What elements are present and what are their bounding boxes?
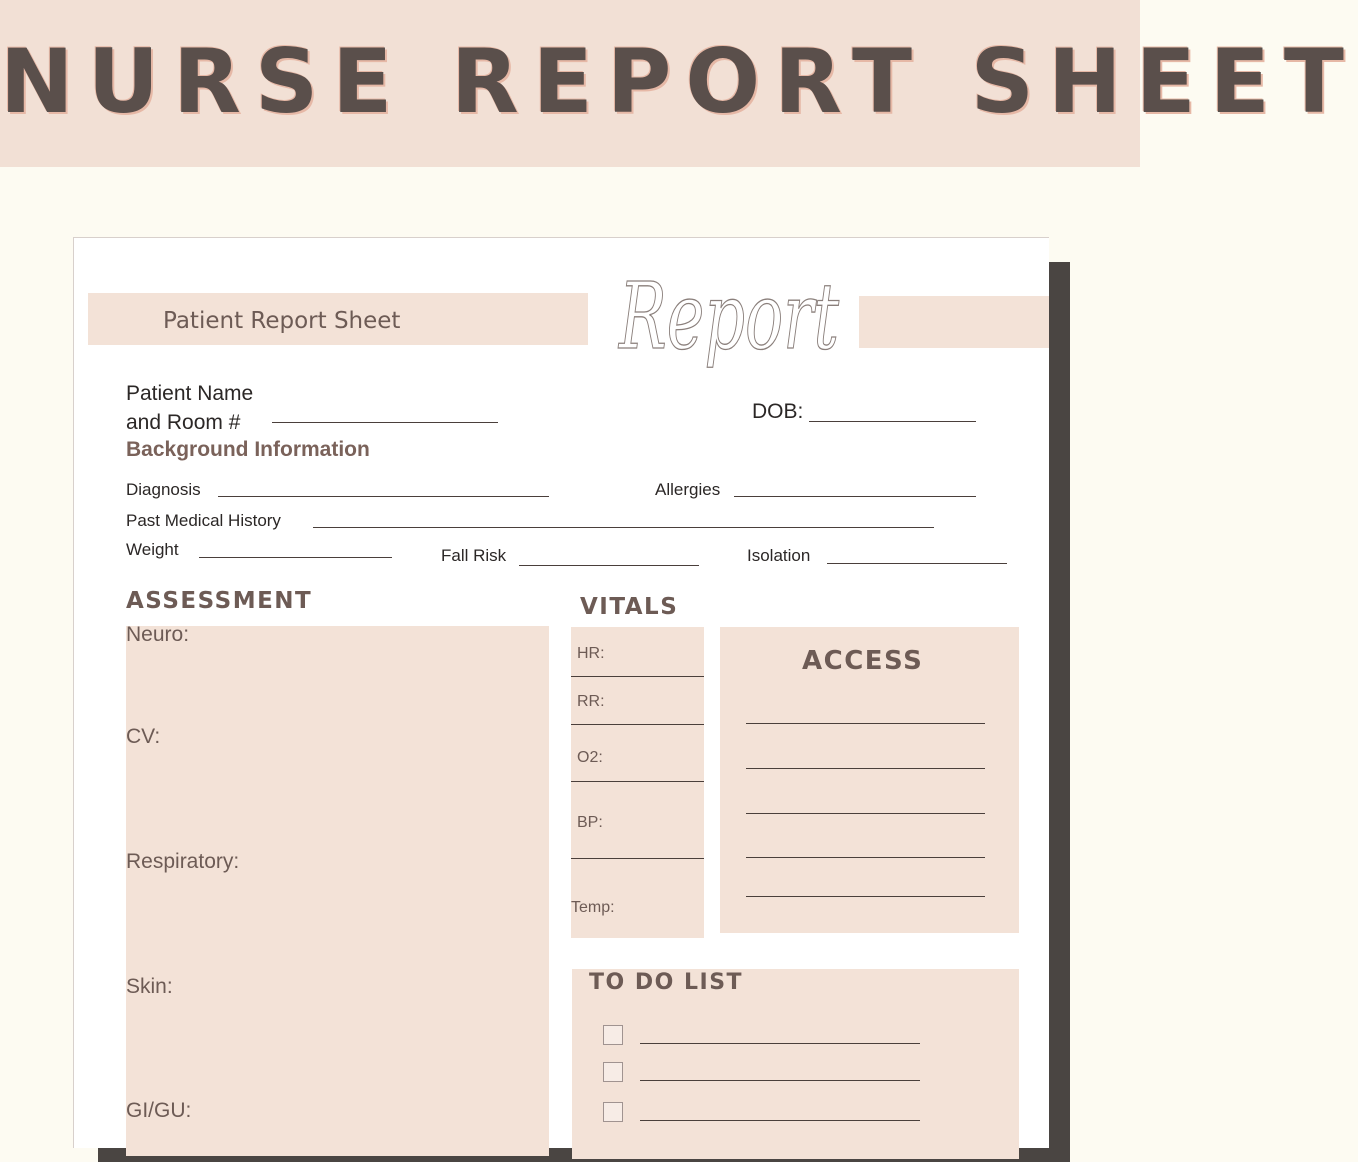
assessment-respiratory-label: Respiratory: — [126, 850, 240, 873]
allergies-label: Allergies — [655, 480, 721, 499]
weight-label: Weight — [126, 540, 179, 559]
dob-field[interactable] — [809, 421, 976, 422]
vitals-rr-label: RR: — [577, 693, 605, 710]
todo-checkbox-1[interactable] — [603, 1025, 623, 1045]
isolation-label: Isolation — [747, 546, 811, 565]
todo-panel — [572, 969, 1019, 1159]
header-label: Patient Report Sheet — [163, 308, 401, 334]
todo-checkbox-2[interactable] — [603, 1062, 623, 1082]
todo-line-3[interactable] — [640, 1120, 920, 1121]
todo-heading: TO DO LIST — [589, 970, 744, 995]
top-banner — [0, 0, 1358, 167]
background-heading: Background Information — [126, 438, 370, 461]
allergies-field[interactable] — [734, 496, 976, 497]
access-line-1[interactable] — [746, 723, 985, 724]
diagnosis-label: Diagnosis — [126, 480, 201, 499]
vitals-heading: VITALS — [580, 594, 679, 620]
vitals-hr-field[interactable] — [571, 676, 704, 677]
fall-risk-field[interactable] — [519, 565, 699, 566]
vitals-o2-field[interactable] — [571, 781, 704, 782]
access-line-4[interactable] — [746, 857, 985, 858]
patient-name-label-2: and Room # — [126, 411, 241, 434]
past-history-field[interactable] — [313, 527, 934, 528]
header-bar-right — [859, 296, 1049, 348]
access-heading: ACCESS — [802, 646, 924, 676]
assessment-cv-label: CV: — [126, 725, 161, 748]
banner-title: NURSE REPORT SHEET — [0, 30, 1358, 133]
dob-label: DOB: — [752, 400, 804, 423]
todo-line-1[interactable] — [640, 1043, 920, 1044]
diagnosis-field[interactable] — [218, 496, 549, 497]
assessment-gigu-label: GI/GU: — [126, 1099, 192, 1122]
access-line-2[interactable] — [746, 768, 985, 769]
vitals-hr-label: HR: — [577, 645, 605, 662]
patient-name-field[interactable] — [272, 422, 498, 423]
access-line-5[interactable] — [746, 896, 985, 897]
assessment-skin-label: Skin: — [126, 975, 173, 998]
vitals-rr-field[interactable] — [571, 724, 704, 725]
assessment-panel[interactable] — [126, 626, 549, 1156]
fall-risk-label: Fall Risk — [441, 546, 507, 565]
vitals-bp-label: BP: — [577, 814, 603, 831]
isolation-field[interactable] — [827, 563, 1007, 564]
vitals-panel[interactable] — [571, 627, 704, 938]
assessment-heading: ASSESSMENT — [126, 588, 313, 614]
todo-line-2[interactable] — [640, 1080, 920, 1081]
past-history-label: Past Medical History — [126, 511, 281, 530]
access-line-3[interactable] — [746, 813, 985, 814]
todo-checkbox-3[interactable] — [603, 1102, 623, 1122]
assessment-neuro-label: Neuro: — [126, 623, 190, 646]
vitals-bp-field[interactable] — [571, 858, 704, 859]
report-sheet — [73, 237, 1049, 1148]
report-script-logo — [614, 253, 854, 393]
weight-field[interactable] — [199, 557, 392, 558]
vitals-temp-label: Temp: — [571, 899, 615, 916]
svg-text:Report: Report — [617, 263, 840, 370]
vitals-o2-label: O2: — [577, 749, 603, 766]
patient-name-label-1: Patient Name — [126, 382, 254, 405]
